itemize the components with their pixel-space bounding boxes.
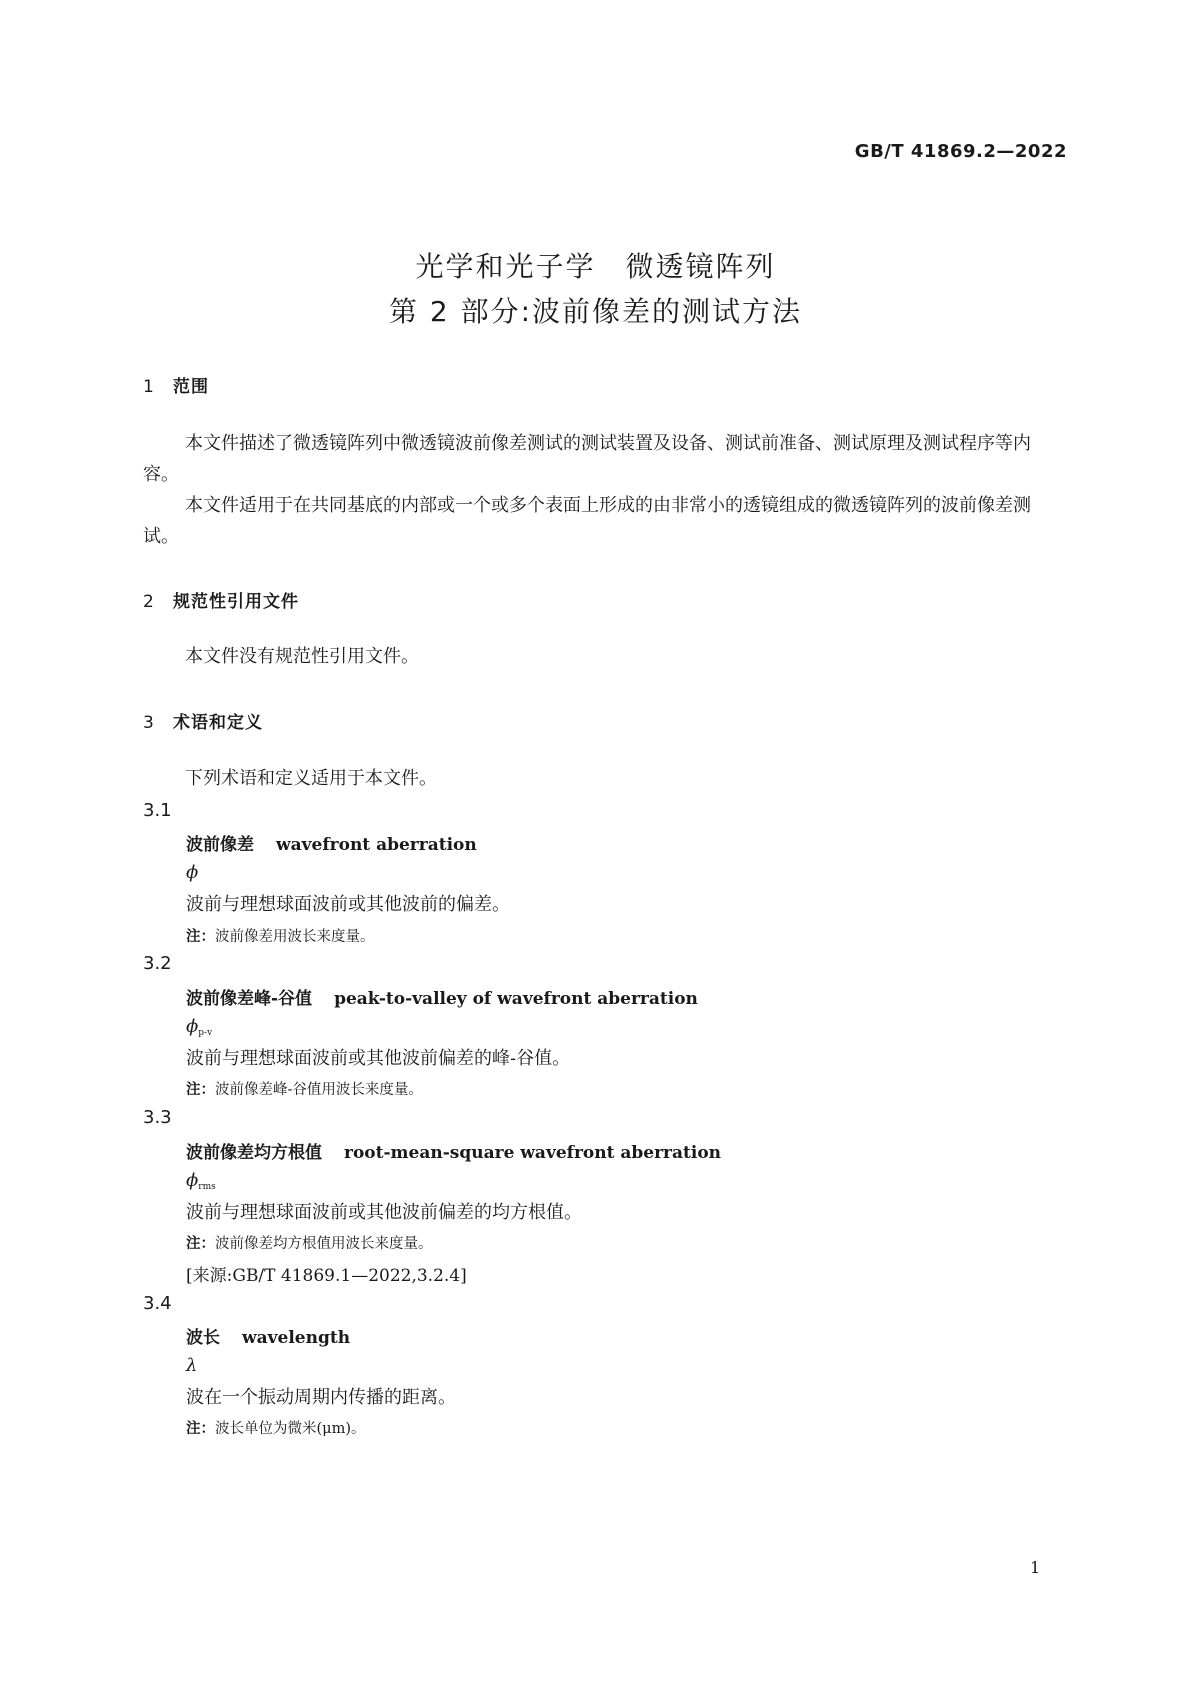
section-3-heading bbox=[143, 708, 263, 733]
standard-code: GB/T 41869.2—2022 bbox=[854, 141, 1067, 162]
term-en: wavelength bbox=[242, 1328, 351, 1348]
document-title-line2: 第 2 部分:波前像差的测试方法 bbox=[388, 295, 803, 328]
term-source: [来源:GB/T 41869.1—2022,3.2.4] bbox=[186, 1266, 467, 1286]
term-cn: 波前像差峰-谷值 bbox=[186, 989, 313, 1009]
document-title-line1: 光学和光子学 微透镜阵列 bbox=[415, 250, 776, 283]
term-cn: 波前像差 bbox=[186, 835, 254, 855]
term-symbol: $\phi_{rms}$ bbox=[186, 1170, 216, 1192]
term-symbol: λ bbox=[186, 1355, 198, 1376]
term-symbol: ϕ bbox=[186, 862, 199, 883]
term-cn: 波长 bbox=[186, 1328, 220, 1348]
term-definition: 波前与理想球面波前或其他波前偏差的峰-谷值。 bbox=[186, 1048, 571, 1069]
term-note: 注：波前像差均方根值用波长来度量。 bbox=[186, 1236, 433, 1252]
term-heading bbox=[186, 984, 698, 1009]
section-title: 术语和定义 bbox=[173, 713, 263, 733]
term-note: 注：波前像差用波长来度量。 bbox=[186, 929, 375, 945]
term-note: 注：波前像差峰-谷值用波长来度量。 bbox=[186, 1082, 423, 1098]
term-heading bbox=[186, 1323, 350, 1348]
page-number: 1 bbox=[1030, 1558, 1041, 1577]
term-en: root-mean-square wavefront aberration bbox=[344, 1143, 722, 1163]
section-title: 规范性引用文件 bbox=[173, 592, 299, 612]
term-number: 3.1 bbox=[143, 800, 172, 821]
term-symbol: $\phi_{p-v}$ bbox=[186, 1016, 213, 1038]
scope-paragraph-1: 本文件描述了微透镜阵列中微透镜波前像差测试的测试装置及设备、测试前准备、测试原理及测试程序等内容。 bbox=[143, 433, 1031, 485]
scope-paragraph-2: 本文件适用于在共同基底的内部或一个或多个表面上形成的由非常小的透镜组成的微透镜阵列的波前像差测试。 bbox=[143, 495, 1031, 547]
term-definition: 波前与理想球面波前或其他波前偏差的均方根值。 bbox=[186, 1202, 582, 1223]
term-heading bbox=[186, 1138, 721, 1163]
term-note: 注：波长单位为微米(μm)。 bbox=[186, 1421, 366, 1437]
term-cn: 波前像差均方根值 bbox=[186, 1143, 322, 1163]
term-number: 3.3 bbox=[143, 1107, 172, 1128]
term-en: wavefront aberration bbox=[276, 835, 477, 855]
section-number: 2 bbox=[143, 592, 155, 612]
section-2-heading bbox=[143, 587, 299, 612]
section-title: 范围 bbox=[173, 377, 209, 397]
term-en: peak-to-valley of wavefront aberration bbox=[334, 989, 698, 1009]
terms-intro: 下列术语和定义适用于本文件。 bbox=[185, 768, 437, 789]
normref-paragraph: 本文件没有规范性引用文件。 bbox=[185, 646, 419, 667]
section-number: 1 bbox=[143, 377, 155, 397]
term-definition: 波在一个振动周期内传播的距离。 bbox=[186, 1387, 456, 1408]
term-definition: 波前与理想球面波前或其他波前的偏差。 bbox=[186, 894, 510, 915]
term-heading bbox=[186, 830, 477, 855]
section-1-heading bbox=[143, 372, 209, 397]
section-number: 3 bbox=[143, 713, 155, 733]
term-number: 3.2 bbox=[143, 953, 172, 974]
term-number: 3.4 bbox=[143, 1293, 172, 1314]
